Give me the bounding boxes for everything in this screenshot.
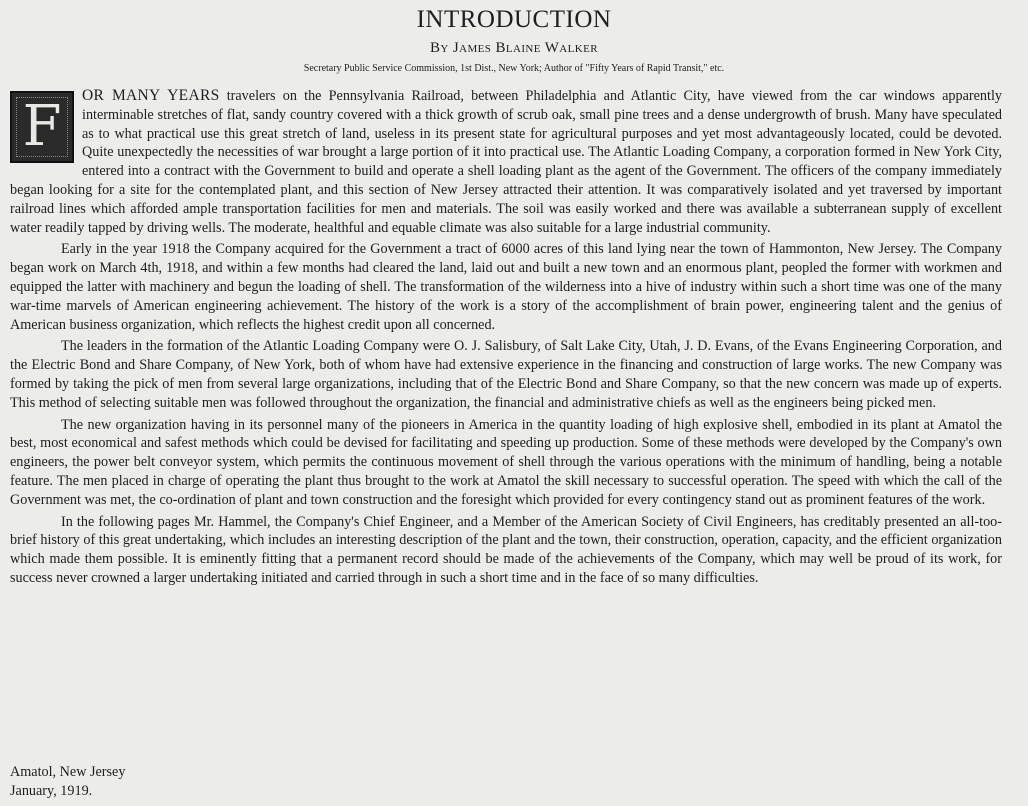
signoff bbox=[10, 763, 125, 801]
paragraph-5: In the following pages Mr. Hammel, the Company's Chief Engineer, and a Member of the American Society of Civil Engineers, has creditably presented an all-too-brief history of this great undertaking, which includes an interesting description of the plant and the town, their construction, operation, capacity, and the efficient organization which made them possible. It is eminently fitting that a permanent record should be made of the achievements of the Company, which may well be proud of its work, for success never crowned a larger undertaking initiated and carried through in such a short time and in the face of so many difficulties. bbox=[10, 513, 1002, 586]
paragraph-lead-words: OR MANY YEARS bbox=[82, 87, 220, 104]
signoff-date: January, 1919. bbox=[10, 783, 93, 799]
page-title: INTRODUCTION bbox=[416, 6, 612, 33]
paragraph-text: travelers on the Pennsylvania Railroad, between Philadelphia and Atlantic City, have viewed from the car windows apparently interminable stretches of flat, sandy country covered with a thick growth of scrub oak, small pine trees and a dense undergrowth of brush. Many have speculated as to what practical use this great stretch of land, useless in its present state for agricultural purposes and yet most advantageously located, could be devoted. Quite unexpectedly the necessities of war brought a large portion of it into practical use. The Atlantic Loading Company, a corporation formed in New York City, entered into a contract with the Government to build and operate a shell loading plant as the agent of the Government. The officers of the company immediately began looking for a site for the contemplated plant, and this section of New Jersey attracted their attention. It was comparatively isolated and yet traversed by important railroad lines which afforded ample transportation facilities for men and materials. The soil was easily worked and there was available a subterranean supply of excellent water readily tapped by driving wells. The moderate, healthful and equable climate was also suitable for a large industrial community. bbox=[10, 88, 1002, 236]
dropcap-letter: F bbox=[22, 94, 62, 159]
signoff-place: Amatol, New Jersey bbox=[10, 764, 126, 780]
ornamental-dropcap-icon bbox=[10, 91, 74, 163]
paragraph-2: Early in the year 1918 the Company acquired for the Government a tract of 6000 acres of this land lying near the town of Hammonton, New Jersey. The Company began work on March 4th, 1918, and within a few months had cleared the land, laid out and built a new town and an enormous plant, peopled the former with workmen and equipped the latter with machinery and begun the loading of shell. The transformation of the wilderness into a hive of industry within such a short time was one of the many war-time marvels of American engineering achievement. The history of the work is a story of the accomplishment of brain power, engineering talent and the genius of American business organization, which reflects the highest credit upon all concerned. bbox=[10, 241, 1002, 333]
paragraph-4: The new organization having in its personnel many of the pioneers in America in the quantity loading of high explosive shell, embodied in its plant at Amatol the best, most economical and safest methods which could be devised for facilitating and speeding up production. Some of these methods were developed by the Company's own engineers, the power belt conveyor system, which permits the continuous movement of shell through the various operations with the minimum of handling, being a notable feature. The men placed in charge of operating the plant thus brought to the work at Amatol the skill necessary to successful operation. The speed with which the call of the Government was met, the co-ordination of plant and town construction and the foresight which provided for every contingency stand out as prominent features of the work. bbox=[10, 416, 1002, 508]
paragraph-3: The leaders in the formation of the Atlantic Loading Company were O. J. Salisbury, of Salt Lake City, Utah, J. D. Evans, of the Evans Engineering Corporation, and the Electric Bond and Share Company, of New York, both of whom have had extensive experience in the financing and construction of large works. The new Company was formed by taking the pick of men from several large organizations, including that of the Electric Bond and Share Company, so that the new concern was made up of experts. This method of selecting suitable men was followed throughout the organization, the financial and administrative chiefs as well as the engineers being picked men. bbox=[10, 338, 1002, 411]
author-byline: By James Blaine Walker bbox=[430, 40, 598, 56]
introduction-body bbox=[10, 87, 1002, 588]
paragraph-1 bbox=[10, 87, 1002, 237]
author-credentials: Secretary Public Service Commission, 1st Dist., New York; Author of "Fifty Years of Rapid Transit," etc. bbox=[303, 63, 725, 74]
